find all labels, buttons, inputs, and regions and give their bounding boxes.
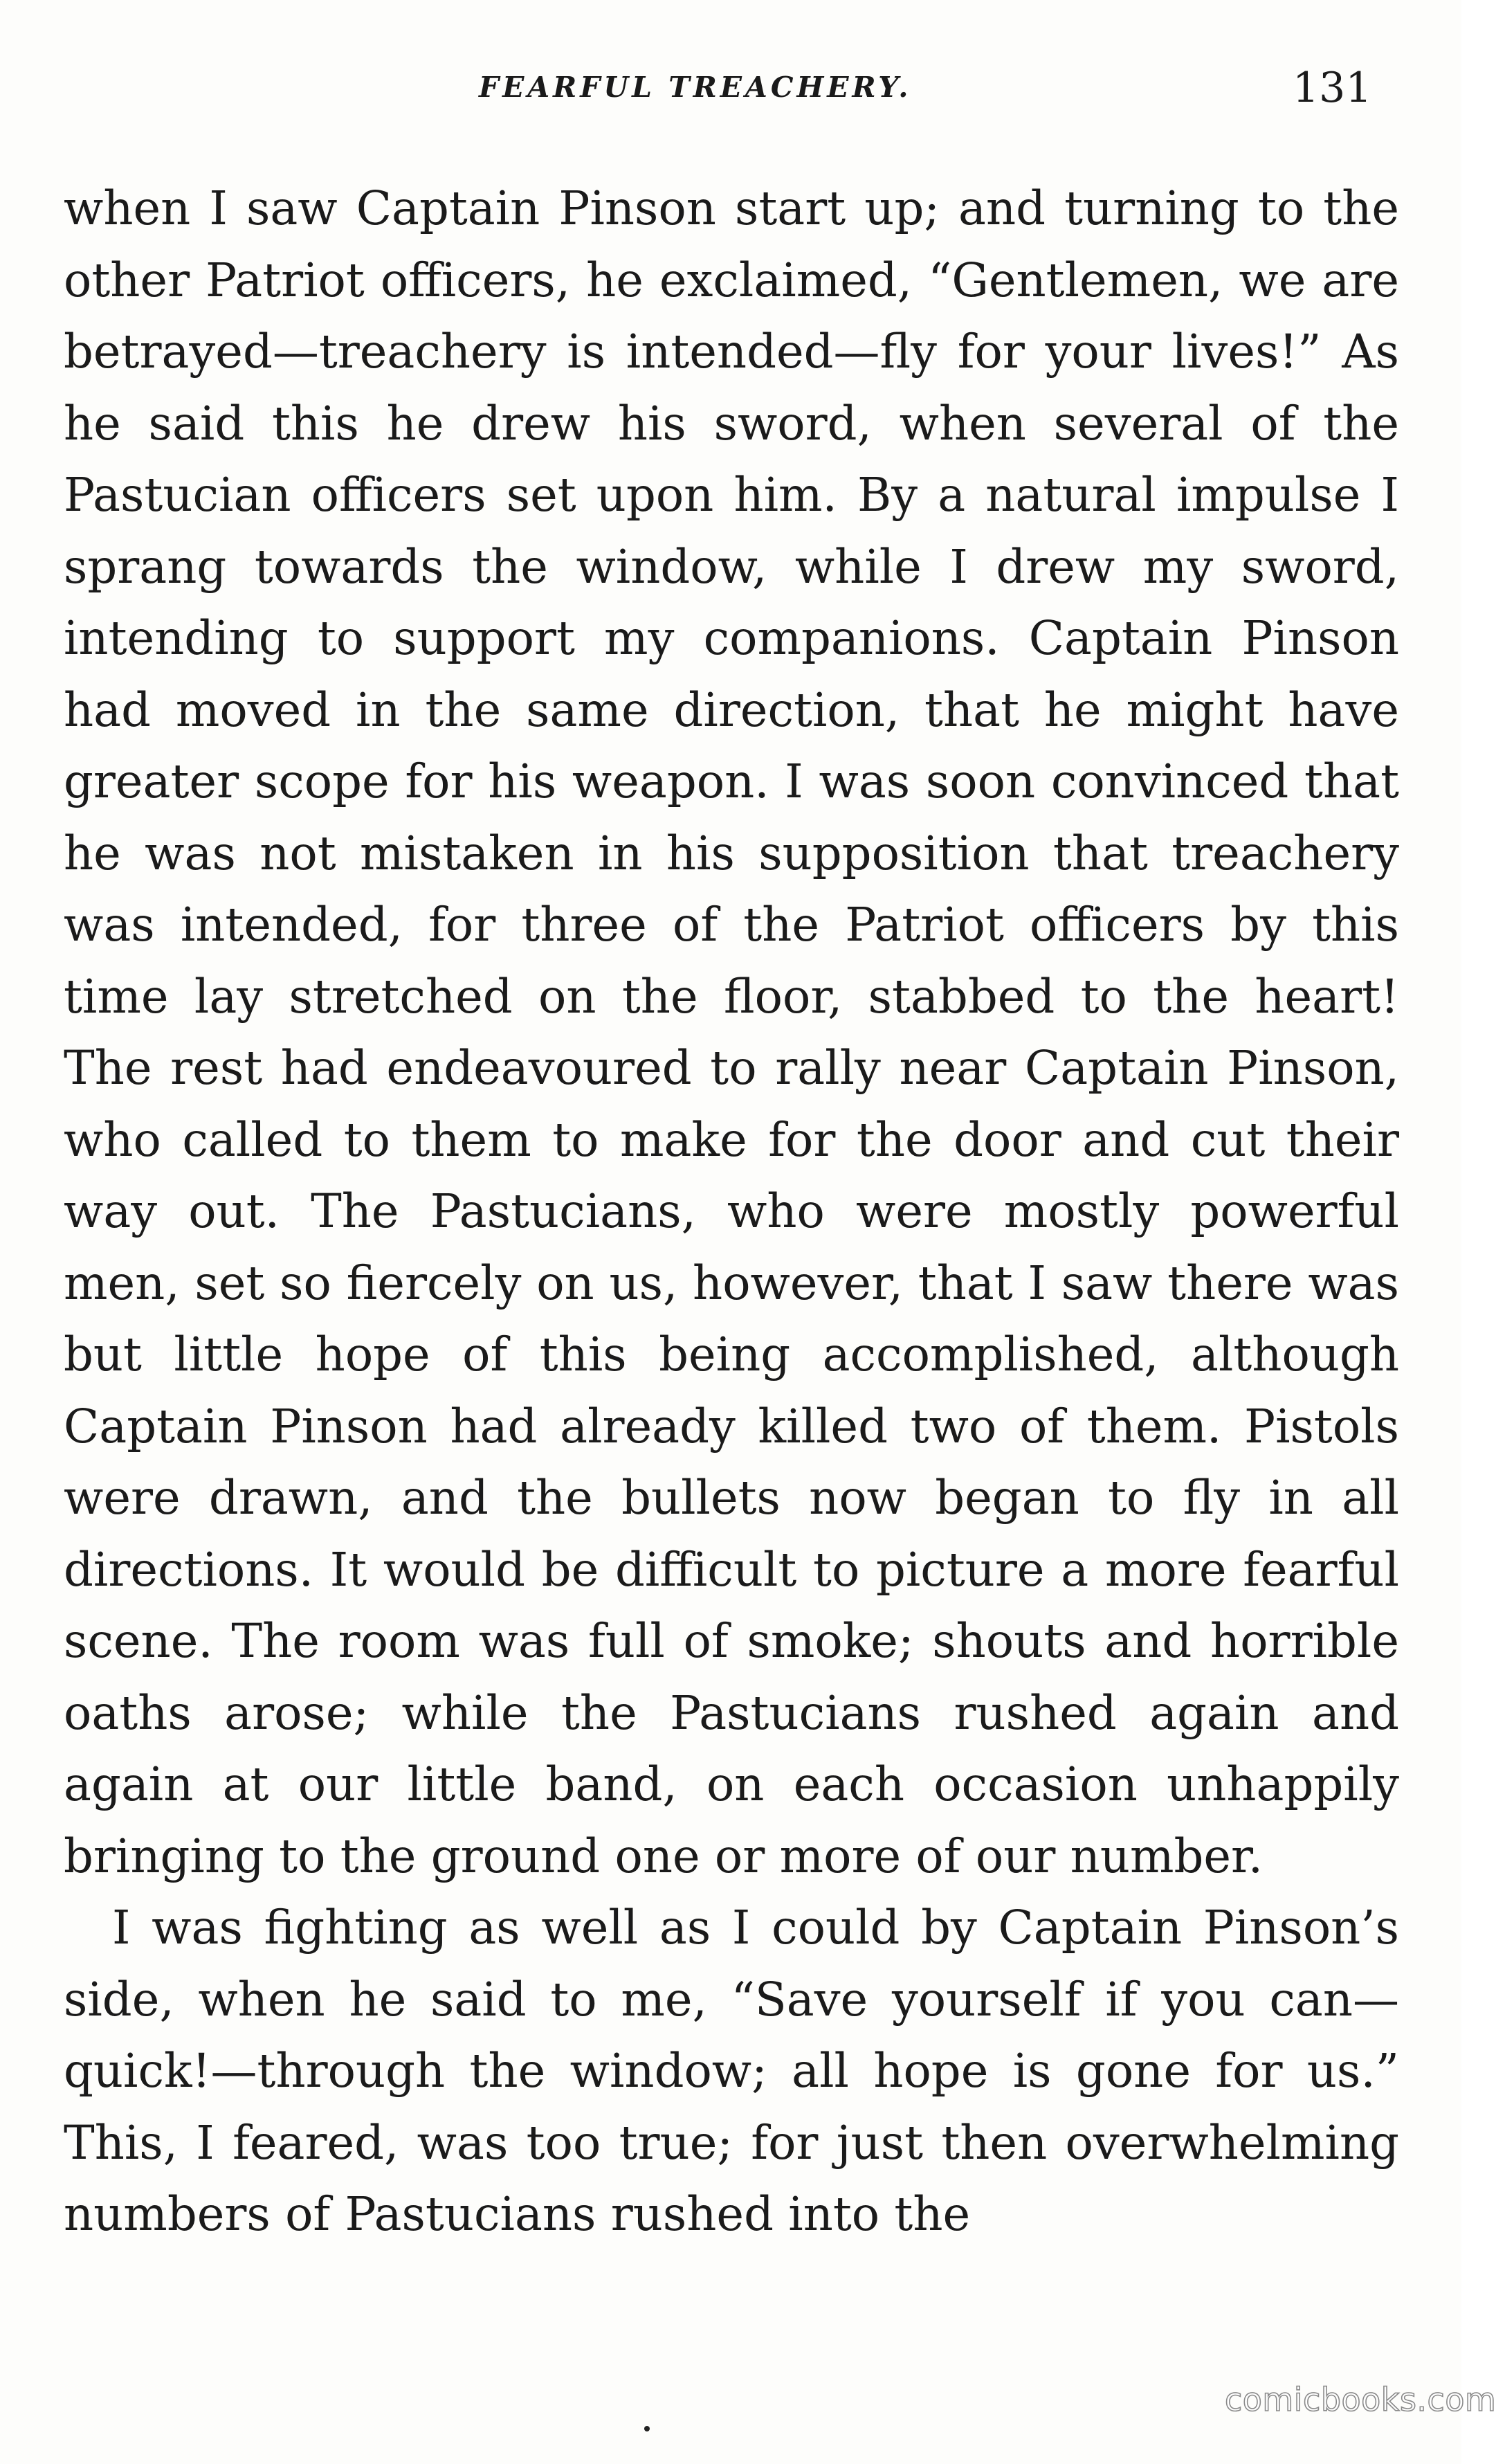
page-number: 131: [1293, 64, 1372, 112]
body-text: [64, 173, 1399, 2251]
running-title: FEARFUL TREACHERY.: [479, 71, 912, 104]
running-header: [0, 64, 1461, 119]
ink-dot: [644, 2426, 650, 2431]
paragraph: when I saw Captain Pinson start up; and turning to the other Patriot officers, he exclaimed, “Gentlemen, we are betrayed—treachery is intended—fly for your lives!” As he said this he drew his sword, when several of the Pastucian officers set upon him. By a natural impulse I sprang towards the window, while I drew my sword, intending to support my companions. Captain Pinson had moved in the same direction, that he might have greater scope for his weapon. I was soon convinced that he was not mistaken in his supposition that treachery was intended, for three of the Patriot officers by this time lay stretched on the floor, stabbed to the heart! The rest had endeavoured to rally near Captain Pinson, who called to them to make for the door and cut their way out. The Pastucians, who were mostly powerful men, set so fiercely on us, however, that I saw there was but little hope of this being accomplished, although Captain Pinson had already killed two of them. Pistols were drawn, and the bullets now began to fly in all directions. It would be difficult to picture a more fearful scene. The room was full of smoke; shouts and horrible oaths arose; while the Pastucians rushed again and again at our little band, on each occasion unhappily bringing to the ground one or more of our number.: [64, 181, 1399, 1883]
watermark: comicbooks.com: [1225, 2381, 1496, 2418]
paragraph: I was fighting as well as I could by Captain Pinson’s side, when he said to me, “Save yourself if you can—quick!—through the window; all hope is gone for us.” This, I feared, was too true; for just then overwhelming numbers of Pastucians rushed into the: [64, 1901, 1399, 2241]
